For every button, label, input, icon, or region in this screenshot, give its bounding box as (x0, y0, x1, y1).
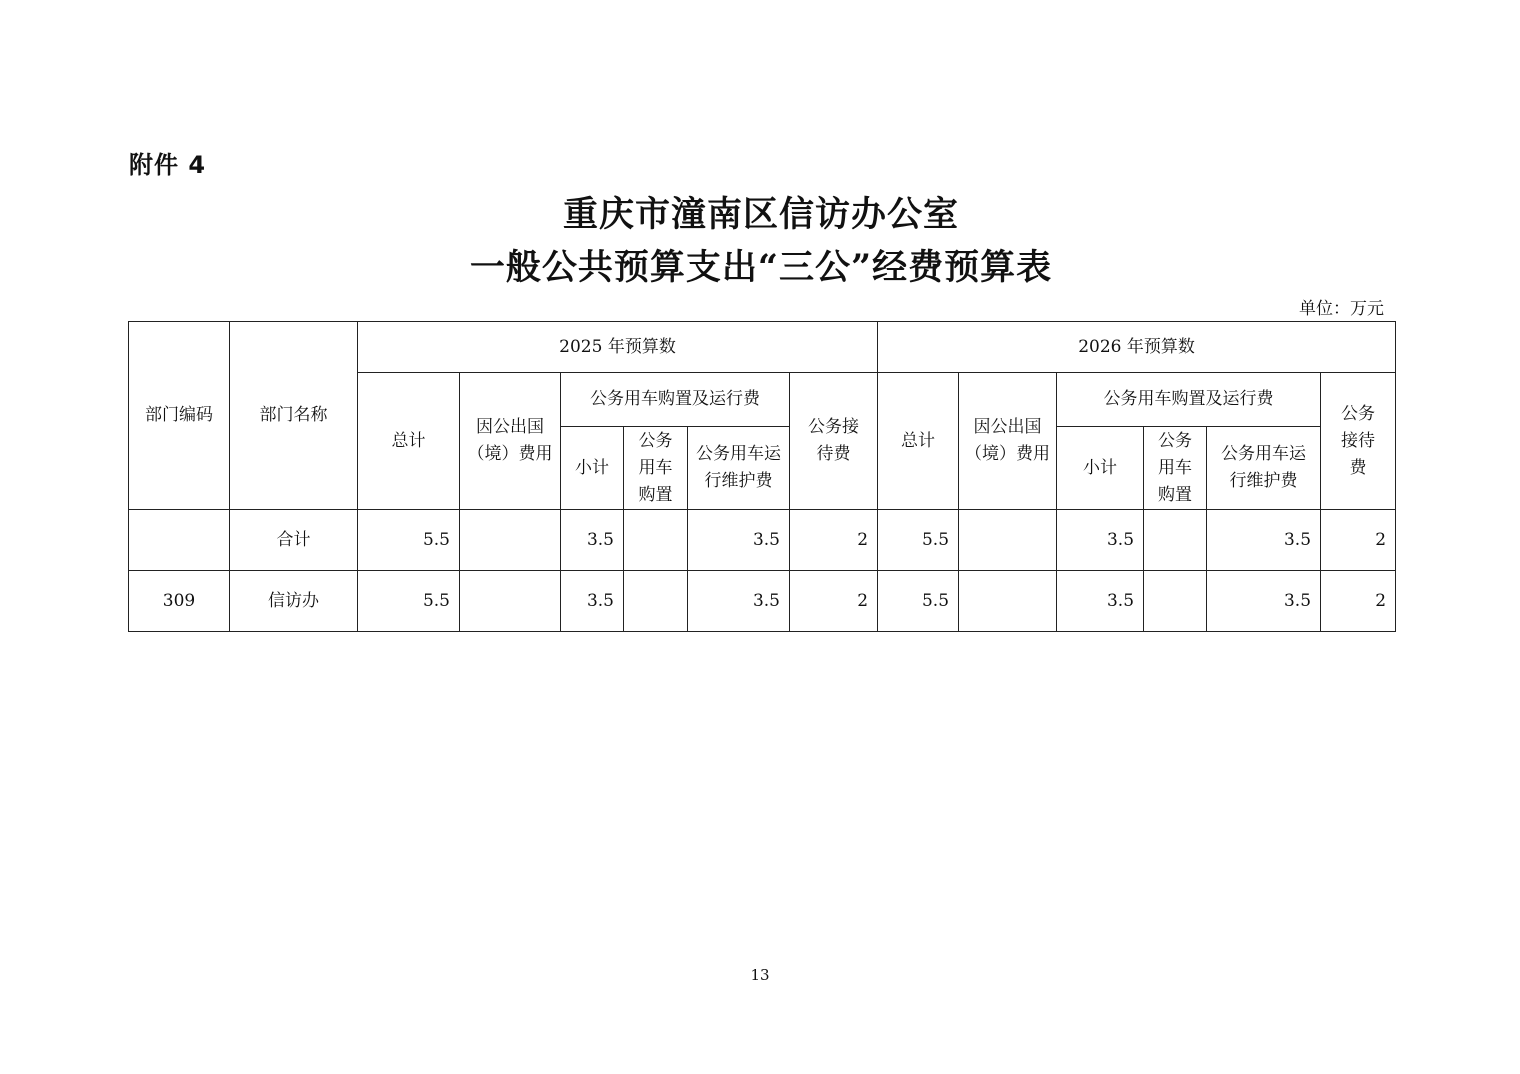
cell-dept-code: 309 (129, 571, 230, 632)
header-dept-code: 部门编码 (129, 322, 230, 510)
cell-2026-reception: 2 (1321, 571, 1396, 632)
header-2025-vehicle-group: 公务用车购置及运行费 (561, 373, 790, 427)
header-2026-vehicle-maintenance: 公务用车运行维护费 (1207, 427, 1321, 510)
cell-2025-total: 5.5 (358, 510, 460, 571)
cell-2025-reception: 2 (790, 510, 878, 571)
cell-2025-subtotal: 3.5 (561, 510, 624, 571)
cell-2025-abroad (460, 510, 561, 571)
cell-2026-total: 5.5 (878, 510, 959, 571)
header-2025-reception: 公务接待费 (790, 373, 878, 510)
cell-2025-vehicle-purchase (624, 510, 688, 571)
cell-2025-vehicle-purchase (624, 571, 688, 632)
cell-2026-subtotal: 3.5 (1057, 571, 1144, 632)
cell-dept-code (129, 510, 230, 571)
cell-2026-abroad (959, 510, 1057, 571)
table-row-dept (129, 571, 1396, 632)
header-2026-abroad: 因公出国（境）费用 (959, 373, 1057, 510)
cell-2025-abroad (460, 571, 561, 632)
document-title-line2: 一般公共预算支出“三公”经费预算表 (469, 247, 1053, 288)
header-row-years (129, 322, 1396, 373)
cell-2026-vehicle-maintenance: 3.5 (1207, 510, 1321, 571)
header-dept-name: 部门名称 (230, 322, 358, 510)
header-2026-vehicle-purchase: 公务用车购置 (1144, 427, 1207, 510)
cell-2026-total: 5.5 (878, 571, 959, 632)
header-2026-vehicle-group: 公务用车购置及运行费 (1057, 373, 1321, 427)
header-year-2026: 2026 年预算数 (878, 322, 1396, 373)
cell-2025-vehicle-maintenance: 3.5 (688, 571, 790, 632)
page-number: 13 (750, 966, 770, 984)
header-2025-total: 总计 (358, 373, 460, 510)
cell-2026-vehicle-maintenance: 3.5 (1207, 571, 1321, 632)
budget-table (128, 321, 1396, 632)
cell-2025-vehicle-maintenance: 3.5 (688, 510, 790, 571)
cell-2025-reception: 2 (790, 571, 878, 632)
header-2025-subtotal: 小计 (561, 427, 624, 510)
header-2026-reception: 公务接待费 (1321, 373, 1396, 510)
cell-2026-abroad (959, 571, 1057, 632)
cell-2026-vehicle-purchase (1144, 510, 1207, 571)
header-2026-total: 总计 (878, 373, 959, 510)
cell-2026-vehicle-purchase (1144, 571, 1207, 632)
cell-dept-name: 信访办 (230, 571, 358, 632)
header-2025-abroad: 因公出国（境）费用 (460, 373, 561, 510)
cell-2025-total: 5.5 (358, 571, 460, 632)
header-2025-vehicle-maintenance: 公务用车运行维护费 (688, 427, 790, 510)
table-row-total (129, 510, 1396, 571)
unit-label: 单位：万元 (1299, 299, 1384, 319)
document-title-line1: 重庆市潼南区信访办公室 (562, 194, 959, 235)
attachment-label: 附件 4 (129, 151, 207, 179)
cell-2025-subtotal: 3.5 (561, 571, 624, 632)
cell-2026-subtotal: 3.5 (1057, 510, 1144, 571)
cell-2026-reception: 2 (1321, 510, 1396, 571)
header-year-2025: 2025 年预算数 (358, 322, 878, 373)
cell-dept-name: 合计 (230, 510, 358, 571)
header-2025-vehicle-purchase: 公务用车购置 (624, 427, 688, 510)
header-2026-subtotal: 小计 (1057, 427, 1144, 510)
